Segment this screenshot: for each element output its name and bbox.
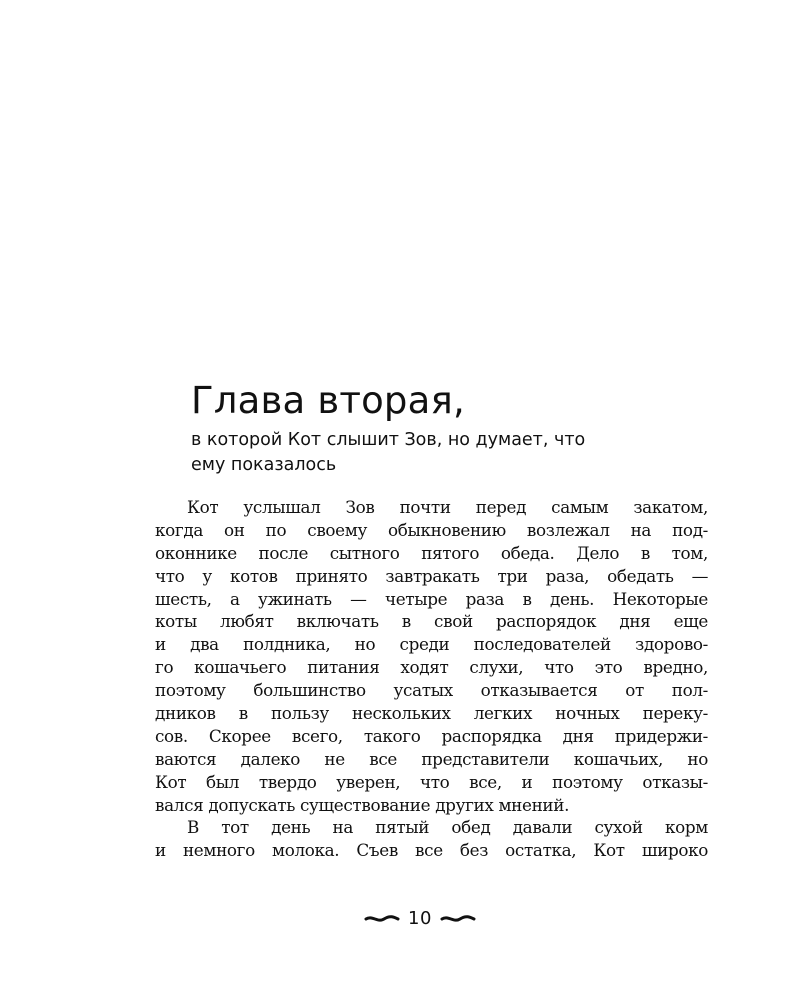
paragraph-line: коты любят включать в свой распорядок дня еще xyxy=(155,611,708,632)
paragraph-line: ваются далеко не все представители кошачьих, но xyxy=(155,748,708,769)
wave-ornament-left-icon xyxy=(364,912,400,926)
wave-ornament-right-icon xyxy=(440,912,476,926)
page-footer xyxy=(350,904,490,934)
paragraph-line: поэтому большинство усатых отказывается от пол- xyxy=(155,680,708,701)
paragraph-line: Кот был твердо уверен, что все, и поэтому отказы- xyxy=(155,771,708,792)
paragraph-line: В тот день на пятый обед давали сухой корм xyxy=(187,817,708,838)
paragraph-line: что у котов принято завтракать три раза, обедать — xyxy=(155,565,708,586)
paragraph-line: вался допускать существование других мнений. xyxy=(155,794,570,815)
paragraph-line: Кот услышал Зов почти перед самым закатом, xyxy=(187,497,708,517)
chapter-subtitle xyxy=(191,428,721,478)
paragraph-line: и немного молока. Съев все без остатка, Кот широко xyxy=(155,840,708,861)
paragraph-line: и два полдника, но среди последователей здорово- xyxy=(155,634,708,655)
paragraph-line: шесть, а ужинать — четыре раза в день. Некоторые xyxy=(155,588,708,609)
paragraph-line: го кошачьего питания ходят слухи, что это вредно, xyxy=(155,657,708,678)
chapter-subtitle-line: в которой Кот слышит Зов, но думает, что xyxy=(191,430,586,450)
paragraph-line: когда он по своему обыкновению возлежал на под- xyxy=(155,519,708,540)
body-text xyxy=(155,496,708,862)
paragraph-line: сов. Скорее всего, такого распорядка дня придержи- xyxy=(155,725,708,746)
paragraph-line: оконнике после сытного пятого обеда. Дело в том, xyxy=(155,542,708,563)
page-number: 10 xyxy=(408,908,432,929)
chapter-title: Глава вторая, xyxy=(191,379,465,422)
chapter-subtitle-line: ему показалось xyxy=(191,455,337,475)
paragraph-line: дников в пользу нескольких легких ночных переку- xyxy=(155,703,708,724)
